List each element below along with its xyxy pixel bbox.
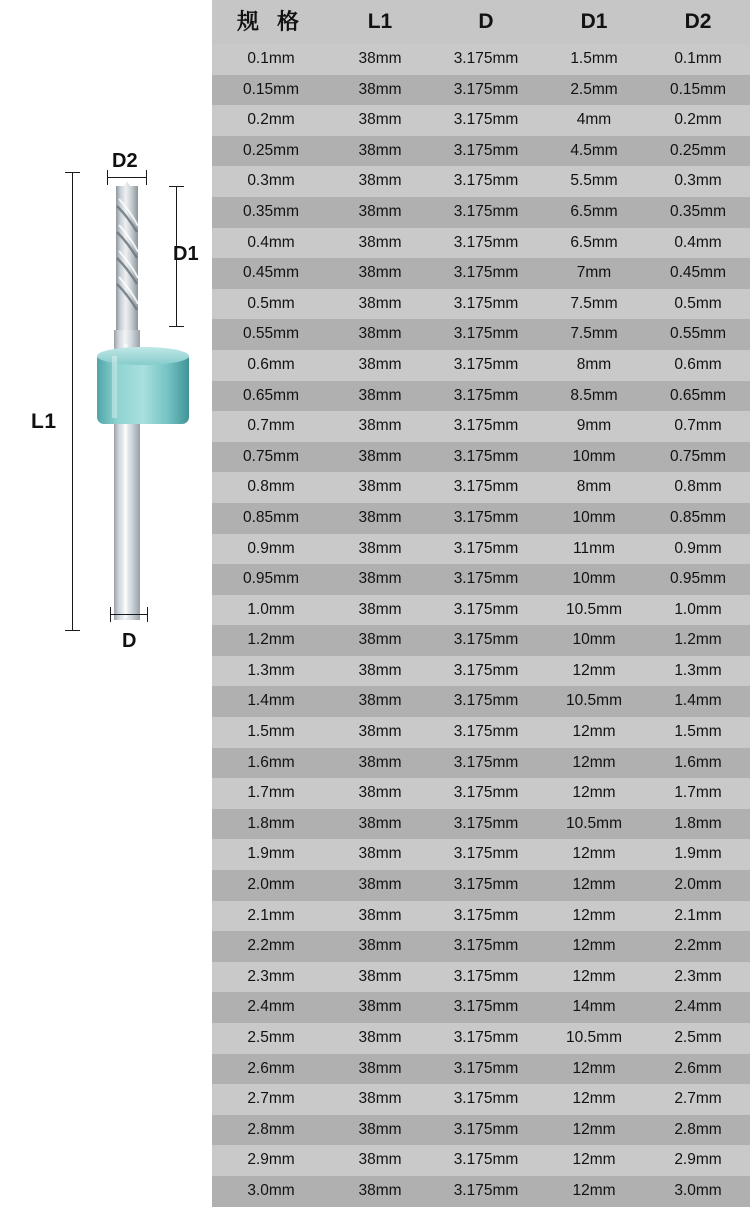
cell-l1: 38mm — [330, 319, 430, 350]
table-row — [212, 105, 750, 136]
cell-l1: 38mm — [330, 839, 430, 870]
table-row — [212, 717, 750, 748]
d1-tick-bottom — [169, 326, 184, 327]
cell-spec: 1.4mm — [212, 686, 330, 717]
table-row — [212, 75, 750, 106]
cell-spec: 0.7mm — [212, 411, 330, 442]
cell-d2: 1.6mm — [646, 748, 750, 779]
cell-spec: 1.9mm — [212, 839, 330, 870]
cell-d: 3.175mm — [430, 748, 542, 779]
cell-d2: 1.3mm — [646, 656, 750, 687]
cell-d: 3.175mm — [430, 931, 542, 962]
cell-d2: 2.8mm — [646, 1115, 750, 1146]
table-row — [212, 962, 750, 993]
cell-d1: 12mm — [542, 1084, 646, 1115]
cell-d: 3.175mm — [430, 442, 542, 473]
cell-d2: 0.4mm — [646, 228, 750, 259]
table-row — [212, 442, 750, 473]
cell-l1: 38mm — [330, 534, 430, 565]
table-header-row — [212, 0, 750, 44]
cell-spec: 1.6mm — [212, 748, 330, 779]
cell-d: 3.175mm — [430, 319, 542, 350]
cell-d2: 0.25mm — [646, 136, 750, 167]
column-header-d2: D2 — [646, 0, 750, 44]
table-row — [212, 350, 750, 381]
cell-l1: 38mm — [330, 870, 430, 901]
table-row — [212, 748, 750, 779]
cell-d2: 1.4mm — [646, 686, 750, 717]
cell-d: 3.175mm — [430, 625, 542, 656]
l1-dimension-label: L1 — [31, 410, 57, 433]
cell-d1: 12mm — [542, 962, 646, 993]
cell-d2: 2.7mm — [646, 1084, 750, 1115]
cell-d1: 10.5mm — [542, 686, 646, 717]
cell-l1: 38mm — [330, 442, 430, 473]
cell-d1: 7mm — [542, 258, 646, 289]
table-row — [212, 656, 750, 687]
cell-d1: 8mm — [542, 472, 646, 503]
cell-d1: 12mm — [542, 1145, 646, 1176]
cell-d: 3.175mm — [430, 595, 542, 626]
cell-d: 3.175mm — [430, 1054, 542, 1085]
cell-d2: 2.9mm — [646, 1145, 750, 1176]
cell-spec: 0.15mm — [212, 75, 330, 106]
cell-d1: 12mm — [542, 1176, 646, 1207]
cell-spec: 2.4mm — [212, 992, 330, 1023]
cell-d1: 12mm — [542, 1054, 646, 1085]
table-row — [212, 992, 750, 1023]
column-header-spec: 规 格 — [212, 0, 330, 44]
cell-d2: 0.8mm — [646, 472, 750, 503]
cell-spec: 0.35mm — [212, 197, 330, 228]
table-row — [212, 44, 750, 75]
cell-spec: 2.6mm — [212, 1054, 330, 1085]
table-row — [212, 411, 750, 442]
table-row — [212, 1084, 750, 1115]
cell-spec: 0.45mm — [212, 258, 330, 289]
d1-dimension-label: D1 — [173, 243, 199, 265]
cell-d1: 12mm — [542, 656, 646, 687]
cell-l1: 38mm — [330, 809, 430, 840]
cell-spec: 2.2mm — [212, 931, 330, 962]
cell-d1: 7.5mm — [542, 319, 646, 350]
cell-d1: 12mm — [542, 901, 646, 932]
cell-l1: 38mm — [330, 197, 430, 228]
cell-spec: 0.5mm — [212, 289, 330, 320]
cell-d1: 8.5mm — [542, 381, 646, 412]
cell-d2: 0.45mm — [646, 258, 750, 289]
cell-l1: 38mm — [330, 625, 430, 656]
cell-d: 3.175mm — [430, 686, 542, 717]
table-row — [212, 595, 750, 626]
cell-spec: 2.1mm — [212, 901, 330, 932]
cell-d: 3.175mm — [430, 778, 542, 809]
cell-d: 3.175mm — [430, 166, 542, 197]
cell-l1: 38mm — [330, 1176, 430, 1207]
cell-d: 3.175mm — [430, 1145, 542, 1176]
cell-spec: 0.6mm — [212, 350, 330, 381]
cell-d1: 12mm — [542, 931, 646, 962]
cell-d1: 12mm — [542, 748, 646, 779]
cell-spec: 0.25mm — [212, 136, 330, 167]
cell-spec: 0.9mm — [212, 534, 330, 565]
table-row — [212, 197, 750, 228]
cell-d2: 2.3mm — [646, 962, 750, 993]
table-row — [212, 1115, 750, 1146]
cell-d: 3.175mm — [430, 503, 542, 534]
cell-d: 3.175mm — [430, 1115, 542, 1146]
cell-d2: 0.35mm — [646, 197, 750, 228]
cell-d: 3.175mm — [430, 258, 542, 289]
cell-l1: 38mm — [330, 75, 430, 106]
cell-l1: 38mm — [330, 931, 430, 962]
cell-d1: 12mm — [542, 839, 646, 870]
cell-d1: 5.5mm — [542, 166, 646, 197]
cell-spec: 2.0mm — [212, 870, 330, 901]
cell-spec: 1.7mm — [212, 778, 330, 809]
cell-l1: 38mm — [330, 686, 430, 717]
cell-l1: 38mm — [330, 1023, 430, 1054]
l1-dimension-line — [72, 172, 73, 630]
cell-d1: 4.5mm — [542, 136, 646, 167]
cell-d: 3.175mm — [430, 809, 542, 840]
cell-l1: 38mm — [330, 962, 430, 993]
cell-d1: 10mm — [542, 564, 646, 595]
cell-spec: 0.1mm — [212, 44, 330, 75]
cell-l1: 38mm — [330, 1054, 430, 1085]
cell-d1: 11mm — [542, 534, 646, 565]
table-row — [212, 1145, 750, 1176]
d2-dimension-label: D2 — [112, 150, 138, 172]
cell-d1: 1.5mm — [542, 44, 646, 75]
cell-d1: 12mm — [542, 870, 646, 901]
cell-d: 3.175mm — [430, 1023, 542, 1054]
cell-d: 3.175mm — [430, 105, 542, 136]
cell-spec: 1.0mm — [212, 595, 330, 626]
cell-d2: 0.95mm — [646, 564, 750, 595]
cell-d: 3.175mm — [430, 656, 542, 687]
cell-spec: 0.65mm — [212, 381, 330, 412]
cell-spec: 2.9mm — [212, 1145, 330, 1176]
table-row — [212, 289, 750, 320]
cell-l1: 38mm — [330, 105, 430, 136]
cell-spec: 2.3mm — [212, 962, 330, 993]
cell-d: 3.175mm — [430, 1176, 542, 1207]
cell-l1: 38mm — [330, 1145, 430, 1176]
cell-spec: 0.4mm — [212, 228, 330, 259]
drill-bit-diagram — [0, 0, 212, 1146]
cell-d1: 7.5mm — [542, 289, 646, 320]
cell-l1: 38mm — [330, 381, 430, 412]
cell-d2: 0.7mm — [646, 411, 750, 442]
table-row — [212, 564, 750, 595]
cell-d2: 3.0mm — [646, 1176, 750, 1207]
cell-spec: 0.85mm — [212, 503, 330, 534]
table-row — [212, 381, 750, 412]
cell-d: 3.175mm — [430, 962, 542, 993]
cell-d: 3.175mm — [430, 992, 542, 1023]
cell-l1: 38mm — [330, 503, 430, 534]
table-header — [212, 0, 750, 44]
cell-l1: 38mm — [330, 289, 430, 320]
d2-tick-right — [146, 170, 147, 185]
cell-d1: 8mm — [542, 350, 646, 381]
cell-spec: 2.5mm — [212, 1023, 330, 1054]
cell-d2: 2.4mm — [646, 992, 750, 1023]
cell-d2: 1.7mm — [646, 778, 750, 809]
table-row — [212, 503, 750, 534]
table-row — [212, 472, 750, 503]
cell-l1: 38mm — [330, 656, 430, 687]
table-row — [212, 166, 750, 197]
cell-d: 3.175mm — [430, 289, 542, 320]
column-header-d: D — [430, 0, 542, 44]
cell-spec: 0.55mm — [212, 319, 330, 350]
cell-d1: 4mm — [542, 105, 646, 136]
cell-l1: 38mm — [330, 901, 430, 932]
cell-l1: 38mm — [330, 166, 430, 197]
cell-spec: 0.95mm — [212, 564, 330, 595]
drill-bit-illustration — [0, 0, 212, 1146]
d2-tick-left — [107, 170, 108, 185]
cell-d: 3.175mm — [430, 870, 542, 901]
cell-d2: 0.6mm — [646, 350, 750, 381]
cell-l1: 38mm — [330, 472, 430, 503]
cell-d: 3.175mm — [430, 534, 542, 565]
cell-spec: 0.2mm — [212, 105, 330, 136]
cell-spec: 1.5mm — [212, 717, 330, 748]
table-row — [212, 809, 750, 840]
cell-d: 3.175mm — [430, 44, 542, 75]
d2-dimension-line — [107, 177, 147, 178]
cell-d1: 6.5mm — [542, 197, 646, 228]
table-row — [212, 258, 750, 289]
cell-d: 3.175mm — [430, 839, 542, 870]
cell-l1: 38mm — [330, 411, 430, 442]
table-row — [212, 1176, 750, 1207]
cell-d1: 6.5mm — [542, 228, 646, 259]
cell-d: 3.175mm — [430, 381, 542, 412]
table-row — [212, 901, 750, 932]
cell-d1: 10.5mm — [542, 809, 646, 840]
cell-d1: 14mm — [542, 992, 646, 1023]
cell-d1: 12mm — [542, 778, 646, 809]
cell-l1: 38mm — [330, 992, 430, 1023]
cell-l1: 38mm — [330, 44, 430, 75]
cell-d: 3.175mm — [430, 350, 542, 381]
cell-d2: 2.1mm — [646, 901, 750, 932]
cell-d: 3.175mm — [430, 197, 542, 228]
cell-spec: 0.8mm — [212, 472, 330, 503]
cell-l1: 38mm — [330, 595, 430, 626]
cell-d2: 0.65mm — [646, 381, 750, 412]
cell-d1: 10.5mm — [542, 595, 646, 626]
cell-d: 3.175mm — [430, 901, 542, 932]
cell-d2: 2.5mm — [646, 1023, 750, 1054]
cell-d: 3.175mm — [430, 717, 542, 748]
cell-d2: 0.85mm — [646, 503, 750, 534]
cell-spec: 1.8mm — [212, 809, 330, 840]
cell-l1: 38mm — [330, 228, 430, 259]
cell-d2: 0.9mm — [646, 534, 750, 565]
cell-d: 3.175mm — [430, 228, 542, 259]
cell-spec: 1.2mm — [212, 625, 330, 656]
l1-tick-top — [65, 172, 80, 173]
specification-table-container — [212, 0, 750, 1199]
table-row — [212, 625, 750, 656]
table-row — [212, 534, 750, 565]
column-header-d1: D1 — [542, 0, 646, 44]
table-row — [212, 319, 750, 350]
cell-l1: 38mm — [330, 748, 430, 779]
cell-d2: 0.15mm — [646, 75, 750, 106]
cell-d: 3.175mm — [430, 564, 542, 595]
table-row — [212, 136, 750, 167]
table-row — [212, 1023, 750, 1054]
cell-spec: 0.75mm — [212, 442, 330, 473]
cell-d2: 2.0mm — [646, 870, 750, 901]
column-header-l1: L1 — [330, 0, 430, 44]
cell-l1: 38mm — [330, 350, 430, 381]
cell-d2: 0.2mm — [646, 105, 750, 136]
cell-spec: 1.3mm — [212, 656, 330, 687]
cell-d1: 10mm — [542, 503, 646, 534]
cell-d2: 1.5mm — [646, 717, 750, 748]
table-row — [212, 228, 750, 259]
d-tick-left — [110, 607, 111, 622]
cell-d2: 2.6mm — [646, 1054, 750, 1085]
cell-spec: 2.7mm — [212, 1084, 330, 1115]
cell-d2: 0.5mm — [646, 289, 750, 320]
specification-table — [212, 0, 750, 1207]
cell-l1: 38mm — [330, 1115, 430, 1146]
cell-spec: 2.8mm — [212, 1115, 330, 1146]
cell-d2: 0.55mm — [646, 319, 750, 350]
cell-d: 3.175mm — [430, 75, 542, 106]
table-row — [212, 686, 750, 717]
cell-d1: 2.5mm — [542, 75, 646, 106]
cell-spec: 0.3mm — [212, 166, 330, 197]
cell-spec: 3.0mm — [212, 1176, 330, 1207]
cell-d2: 0.1mm — [646, 44, 750, 75]
cell-d1: 12mm — [542, 717, 646, 748]
l1-tick-bottom — [65, 630, 80, 631]
table-row — [212, 931, 750, 962]
table-row — [212, 870, 750, 901]
d-tick-right — [147, 607, 148, 622]
table-row — [212, 839, 750, 870]
d1-tick-top — [169, 186, 184, 187]
cell-l1: 38mm — [330, 564, 430, 595]
cell-d1: 12mm — [542, 1115, 646, 1146]
cell-d1: 10mm — [542, 442, 646, 473]
cell-d2: 1.0mm — [646, 595, 750, 626]
table-body — [212, 44, 750, 1207]
cell-l1: 38mm — [330, 1084, 430, 1115]
cell-l1: 38mm — [330, 136, 430, 167]
cell-d2: 2.2mm — [646, 931, 750, 962]
cell-d1: 10.5mm — [542, 1023, 646, 1054]
cell-l1: 38mm — [330, 258, 430, 289]
cell-d: 3.175mm — [430, 472, 542, 503]
cell-l1: 38mm — [330, 778, 430, 809]
cell-d2: 1.2mm — [646, 625, 750, 656]
cell-d: 3.175mm — [430, 1084, 542, 1115]
d-dimension-line — [110, 614, 148, 615]
cell-d2: 0.3mm — [646, 166, 750, 197]
cell-l1: 38mm — [330, 717, 430, 748]
cell-d1: 10mm — [542, 625, 646, 656]
table-row — [212, 778, 750, 809]
cell-d1: 9mm — [542, 411, 646, 442]
cell-d2: 1.8mm — [646, 809, 750, 840]
cell-d2: 1.9mm — [646, 839, 750, 870]
cell-d2: 0.75mm — [646, 442, 750, 473]
cell-d: 3.175mm — [430, 411, 542, 442]
table-row — [212, 1054, 750, 1085]
d-dimension-label: D — [122, 630, 137, 652]
cell-d: 3.175mm — [430, 136, 542, 167]
